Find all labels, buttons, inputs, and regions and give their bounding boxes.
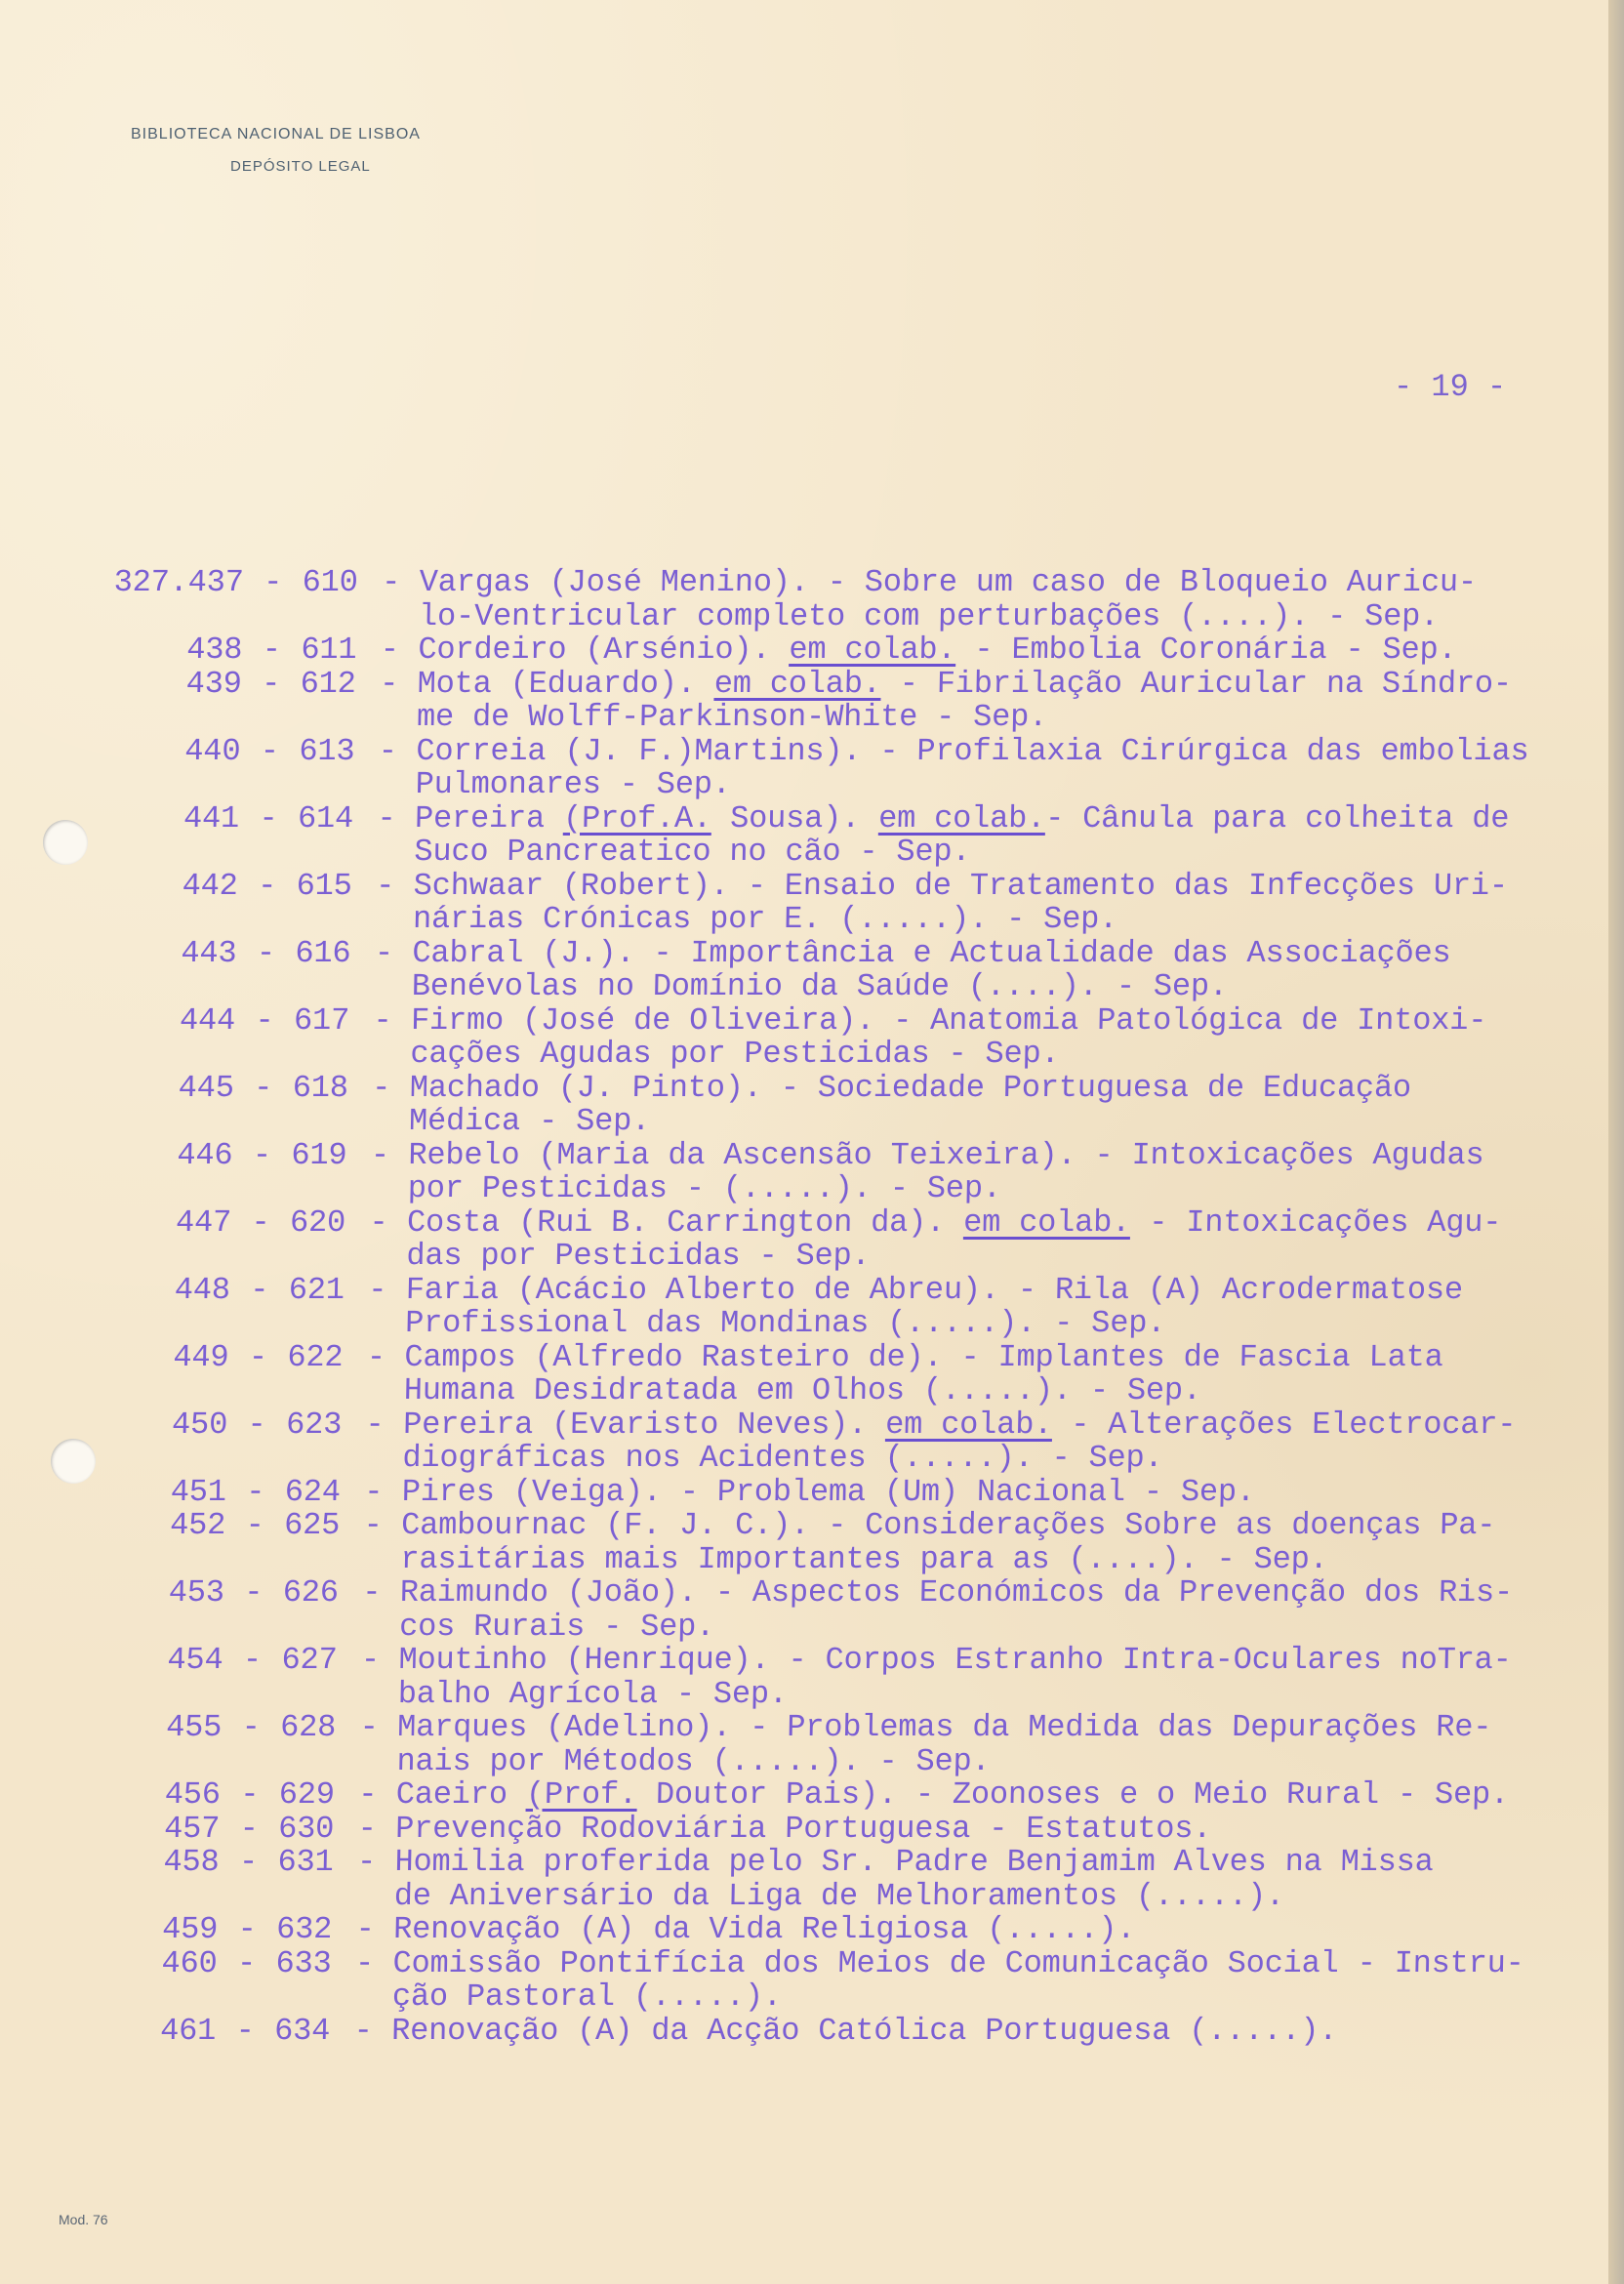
entry-text-line [418, 633, 1609, 668]
catalog-entry [0, 1069, 1601, 1139]
entry-sequence-number: 624 [284, 1473, 342, 1510]
separator-dash: - [363, 1507, 383, 1543]
catalog-entry [0, 799, 1605, 870]
text-segment: Pereira (Evaristo Neves). [402, 1406, 886, 1443]
separator-dash: - [380, 632, 400, 668]
entry-text-line [392, 1944, 1584, 1981]
entry-description [402, 1408, 1594, 1476]
catalog-entry [0, 1778, 1587, 1813]
separator-dash: - [259, 799, 278, 836]
entry-text-line [417, 665, 1608, 702]
separator-dash: - [248, 1338, 268, 1375]
catalog-entry [0, 1846, 1586, 1913]
entry-text-line [404, 1338, 1596, 1375]
separator-dash: - [353, 2012, 374, 2049]
entry-text-line [397, 1675, 1589, 1712]
text-segment: Cordeiro (Arsénio). [418, 632, 790, 668]
entry-sequence-number: 618 [292, 1069, 349, 1106]
entry-text-line [413, 867, 1604, 904]
separator-dash: - [378, 732, 398, 769]
text-segment: Prevenção Rodoviária Portuguesa - Estatutos. [394, 1810, 1212, 1847]
underlined-text: em colab. [713, 665, 882, 702]
separator-dash: - [251, 1203, 270, 1241]
text-segment: Mota (Eduardo). [417, 665, 715, 702]
form-code: Mod. 76 [59, 2212, 108, 2227]
separator-dash: - [239, 1776, 260, 1813]
entry-sequence-number: 615 [296, 867, 353, 904]
text-segment: - Intoxicações Agu- [1129, 1203, 1502, 1241]
entry-text-line [401, 1509, 1593, 1543]
separator-dash: - [355, 1911, 376, 1947]
entry-call-number: 456 [164, 1776, 222, 1813]
entry-description [419, 566, 1610, 633]
separator-dash: - [354, 1944, 375, 1981]
entry-text-line [415, 768, 1606, 802]
entry-sequence-number: 611 [301, 632, 357, 668]
entry-description [396, 1711, 1588, 1778]
entry-description [414, 799, 1605, 870]
separator-dash: - [357, 1810, 378, 1847]
separator-dash: - [360, 1642, 381, 1678]
text-segment: Faria (Acácio Alberto de Abreu). - Rila (A) Acrodermatose [405, 1271, 1464, 1308]
entry-text-line [394, 1846, 1586, 1880]
text-segment: Renovação (A) da Acção Católica Portuguesa (.....). [390, 2012, 1338, 2049]
entry-text-line [409, 1069, 1601, 1106]
text-segment: Profissional das Mondinas (.....). - Sep. [404, 1305, 1166, 1341]
catalog-entry [0, 1944, 1584, 2015]
catalog-entry [0, 1644, 1590, 1711]
separator-dash: - [253, 1069, 273, 1106]
entry-text-line [414, 799, 1606, 836]
text-segment: - Embolia Coronária - Sep. [955, 632, 1457, 668]
catalog-entry [0, 633, 1609, 668]
entry-sequence-number: 631 [277, 1844, 334, 1880]
underlined-text: (Prof. [525, 1776, 638, 1813]
separator-dash: - [243, 1574, 264, 1611]
entry-text-line [396, 1742, 1588, 1779]
entry-text-line [397, 1711, 1589, 1745]
separator-dash: - [238, 1844, 259, 1880]
entry-description [401, 1473, 1593, 1510]
catalog-entry [0, 1136, 1600, 1206]
entry-call-number: 454 [167, 1642, 223, 1678]
text-segment: rasitárias mais Importantes para as (....). - Sep. [400, 1540, 1328, 1577]
text-segment: Correia (J. F.)Martins). - Profilaxia Cirúrgica das embolias [416, 732, 1529, 769]
entry-description [391, 1944, 1584, 2015]
entry-text-line [395, 1778, 1587, 1813]
entry-description [404, 1271, 1597, 1341]
separator-dash: - [263, 564, 283, 600]
text-segment: Humana Desidratada em Olhos (.....). - Sep. [403, 1372, 1202, 1408]
entry-call-number: 445 [178, 1069, 235, 1106]
entry-description [403, 1338, 1595, 1408]
entry-text-line [412, 934, 1604, 971]
separator-dash: - [235, 2012, 256, 2049]
text-segment: cos Rurais - Sep. [398, 1608, 715, 1645]
entry-sequence-number: 626 [282, 1574, 340, 1611]
entry-description [395, 1778, 1587, 1813]
text-segment: Doutor Pais). - Zoonoses e o Meio Rural - Sep. [636, 1776, 1510, 1813]
text-segment: de Aniversário da Liga de Melhoramentos (.....). [393, 1877, 1285, 1914]
underlined-text: em colab. [884, 1406, 1053, 1443]
entry-call-number: 460 [161, 1944, 218, 1981]
catalog-entry [0, 1576, 1591, 1644]
text-segment: Sousa). [710, 799, 879, 836]
entry-description [397, 1644, 1589, 1711]
text-segment: Benévolas no Domínio da Saúde (....). - Sep. [411, 968, 1229, 1004]
entry-sequence-number: 627 [281, 1642, 338, 1678]
text-segment: Machado (J. Pinto). - Sociedade Portuguesa de Educação [409, 1069, 1412, 1106]
separator-dash: - [245, 1507, 264, 1543]
entry-text-line [393, 1877, 1586, 1914]
text-segment: nárias Crónicas por E. (.....). - Sep. [412, 901, 1118, 937]
catalog-entry [0, 1203, 1598, 1274]
text-segment: Renovação (A) da Vida Religiosa (.....). [392, 1911, 1136, 1947]
entry-text-line [403, 1408, 1595, 1443]
separator-dash: - [367, 1271, 387, 1308]
entry-call-number: 438 [185, 632, 243, 668]
entry-description [411, 934, 1603, 1004]
entry-call-number: 450 [171, 1406, 228, 1443]
entry-call-number: 441 [183, 799, 240, 836]
text-segment: Rebelo (Maria da Ascensão Teixeira). - Intoxicações Agudas [408, 1136, 1484, 1173]
separator-dash: - [249, 1271, 269, 1308]
catalog-entry [0, 867, 1604, 937]
separator-dash: - [371, 1069, 391, 1106]
separator-dash: - [257, 867, 277, 904]
separator-dash: - [356, 1844, 377, 1880]
catalog-entry [0, 1711, 1588, 1778]
entry-text-line [393, 1913, 1585, 1947]
text-segment: Vargas (José Menino). - Sobre um caso de Bloqueio Auricu- [419, 564, 1478, 600]
underlined-text: (Prof.A. [562, 799, 712, 836]
catalog-entry [0, 566, 1610, 633]
text-segment: Firmo (José de Oliveira). - Anatomia Patológica de Intoxi- [410, 1001, 1487, 1039]
catalog-entry [0, 1338, 1596, 1408]
entry-description [410, 1001, 1602, 1072]
separator-dash: - [237, 1911, 258, 1947]
text-segment: balho Agrícola - Sep. [397, 1675, 789, 1712]
catalog-entry [0, 2012, 1583, 2049]
page-edge [1608, 0, 1624, 2284]
separator-dash: - [236, 1944, 257, 1981]
entry-sequence-number: 622 [287, 1338, 344, 1375]
entry-text-line [410, 1038, 1602, 1072]
text-segment: cações Agudas por Pesticidas - Sep. [410, 1036, 1060, 1072]
entry-sequence-number: 629 [278, 1776, 336, 1813]
separator-dash: - [381, 564, 401, 600]
entry-sequence-number: 621 [288, 1271, 345, 1308]
entry-text-line [403, 1374, 1595, 1408]
separator-dash: - [361, 1574, 382, 1611]
text-segment: - Cânula para colheita de [1044, 799, 1510, 836]
catalog-entry [0, 1001, 1602, 1072]
separator-dash: - [369, 1203, 388, 1241]
separator-dash: - [370, 1136, 390, 1173]
text-segment: Cabral (J.). - Importância e Actualidade das Associações [412, 934, 1451, 971]
separator-dash: - [242, 1642, 263, 1678]
underlined-text: em colab. [962, 1203, 1131, 1241]
entry-sequence-number: 612 [300, 665, 357, 702]
text-segment: Campos (Alfredo Rasteiro de). - Implantes de Fascia Lata [404, 1338, 1443, 1375]
entry-text-line [413, 903, 1604, 937]
text-segment: Pires (Veiga). - Problema (Um) Nacional - Sep. [401, 1473, 1256, 1510]
entry-description [415, 732, 1606, 802]
catalog-entry [0, 934, 1604, 1004]
entry-sequence-number: 634 [273, 2012, 331, 2049]
entry-sequence-number: 623 [285, 1406, 343, 1443]
entry-sequence-number: 616 [295, 934, 351, 971]
catalog-entry-list [0, 566, 1610, 2048]
entry-text-line [406, 1203, 1599, 1241]
catalog-entry [0, 665, 1608, 735]
department-header: DEPÓSITO LEGAL [230, 158, 371, 175]
entry-text-line [398, 1608, 1591, 1645]
underlined-text: em colab. [789, 632, 956, 668]
entry-text-line [405, 1307, 1597, 1341]
entry-text-line [399, 1576, 1591, 1611]
page-number: - 19 - [1394, 369, 1507, 405]
entry-call-number: 442 [182, 867, 239, 904]
entry-call-number: 457 [163, 1810, 221, 1847]
entry-description [394, 1846, 1586, 1913]
entry-call-number: 449 [173, 1338, 229, 1375]
entry-sequence-number: 625 [283, 1507, 341, 1543]
entry-text-line [398, 1644, 1590, 1678]
institution-header: BIBLIOTECA NACIONAL DE LISBOA [131, 126, 421, 143]
text-segment: Pereira [414, 799, 564, 836]
entry-text-line [414, 836, 1605, 870]
text-segment: Caeiro [395, 1776, 527, 1813]
catalog-entry [0, 1473, 1593, 1510]
separator-dash: - [357, 1776, 378, 1813]
entry-sequence-number: 628 [279, 1709, 337, 1745]
entry-text-line [401, 1473, 1593, 1510]
text-segment: lo-Ventricular completo com perturbações (....). - Sep. [418, 597, 1440, 634]
entry-sequence-number: 610 [302, 564, 359, 600]
catalog-entry [0, 1408, 1594, 1476]
separator-dash: - [239, 1810, 260, 1847]
entry-call-number: 327.437 [113, 564, 245, 600]
entry-call-number: 448 [174, 1271, 231, 1308]
entry-text-line [417, 701, 1608, 735]
entry-description [399, 1576, 1591, 1644]
entry-sequence-number: 632 [275, 1911, 333, 1947]
entry-call-number: 440 [184, 732, 241, 769]
entry-call-number: 443 [181, 934, 237, 971]
text-segment: Cambournac (F. J. C.). - Considerações Sobre as doenças Pa- [400, 1507, 1496, 1543]
separator-dash: - [377, 799, 396, 836]
entry-sequence-number: 617 [293, 1001, 350, 1039]
entry-text-line [408, 1136, 1600, 1173]
entry-description [418, 633, 1609, 668]
text-segment: Pulmonares - Sep. [415, 766, 732, 802]
entry-sequence-number: 630 [277, 1810, 335, 1847]
entry-sequence-number: 633 [275, 1944, 332, 1981]
separator-dash: - [241, 1709, 262, 1745]
text-segment: Moutinho (Henrique). - Corpos Estranho Intra-Oculares noTra- [398, 1642, 1513, 1678]
entry-call-number: 451 [170, 1473, 227, 1510]
text-segment: Costa (Rui B. Carrington da). [406, 1203, 964, 1241]
entry-text-line [400, 1540, 1592, 1577]
entry-text-line [392, 1980, 1584, 2015]
separator-dash: - [365, 1406, 385, 1443]
separator-dash: - [359, 1709, 380, 1745]
entry-description [390, 2012, 1583, 2049]
text-segment: das por Pesticidas - Sep. [406, 1238, 871, 1274]
text-segment: Raimundo (João). - Aspectos Económicos da Prevenção dos Ris- [399, 1574, 1514, 1611]
text-segment: Marques (Adelino). - Problemas da Medida das Depurações Re- [396, 1709, 1492, 1745]
entry-call-number: 459 [161, 1911, 219, 1947]
entry-description [407, 1136, 1599, 1206]
entry-description [394, 1810, 1587, 1847]
entry-text-line [416, 732, 1607, 769]
text-segment: Médica - Sep. [408, 1103, 651, 1139]
entry-text-line [411, 970, 1603, 1004]
entry-call-number: 447 [175, 1203, 232, 1241]
entry-sequence-number: 614 [297, 799, 354, 836]
separator-dash: - [260, 732, 280, 769]
entry-text-line [394, 1810, 1587, 1847]
text-segment: Schwaar (Robert). - Ensaio de Tratamento das Infecções Uri- [413, 867, 1509, 904]
text-segment: Comissão Pontifícia dos Meios de Comunicação Social - Instru- [392, 1944, 1525, 1981]
entry-text-line [406, 1240, 1598, 1274]
underlined-text: em colab. [877, 799, 1046, 836]
entry-text-line [418, 597, 1610, 634]
entry-call-number: 446 [177, 1136, 233, 1173]
entry-text-line [419, 566, 1610, 600]
entry-description [406, 1203, 1598, 1274]
entry-call-number: 444 [179, 1001, 236, 1039]
catalog-entry [0, 1271, 1597, 1341]
entry-sequence-number: 620 [289, 1203, 346, 1241]
separator-dash: - [363, 1473, 384, 1510]
entry-sequence-number: 613 [299, 732, 355, 769]
catalog-entry [0, 1913, 1585, 1947]
entry-description [416, 665, 1608, 735]
separator-dash: - [245, 1473, 265, 1510]
entry-description [393, 1913, 1585, 1947]
entry-call-number: 439 [185, 665, 243, 702]
entry-call-number: 452 [169, 1507, 226, 1543]
text-segment: diográficas nos Acidentes (.....). - Sep. [402, 1440, 1163, 1476]
text-segment: ção Pastoral (.....). [391, 1978, 783, 2015]
separator-dash: - [252, 1136, 272, 1173]
entry-description [400, 1509, 1592, 1576]
entry-call-number: 455 [165, 1709, 223, 1745]
separator-dash: - [247, 1406, 266, 1443]
separator-dash: - [379, 665, 399, 702]
entry-text-line [402, 1442, 1594, 1476]
separator-dash: - [373, 1001, 392, 1039]
text-segment: me de Wolff-Parkinson-White - Sep. [416, 699, 1048, 735]
separator-dash: - [261, 665, 281, 702]
entry-call-number: 458 [163, 1844, 220, 1880]
entry-text-line [410, 1001, 1603, 1039]
entry-text-line [407, 1172, 1599, 1206]
catalog-entry [0, 732, 1607, 802]
catalog-entry [0, 1810, 1586, 1847]
catalog-entry [0, 1509, 1592, 1576]
entry-description [412, 867, 1604, 937]
separator-dash: - [375, 867, 395, 904]
text-segment: por Pesticidas - (.....). - Sep. [407, 1170, 1002, 1206]
text-segment: Homilia proferida pelo Sr. Padre Benjamim Alves na Missa [394, 1844, 1435, 1880]
entry-call-number: 453 [168, 1574, 225, 1611]
separator-dash: - [374, 934, 394, 971]
separator-dash: - [262, 632, 282, 668]
separator-dash: - [255, 1001, 274, 1039]
entry-text-line [390, 2012, 1583, 2049]
entry-call-number: 461 [159, 2012, 217, 2049]
entry-text-line [409, 1105, 1601, 1139]
entry-description [408, 1069, 1601, 1139]
text-segment: - Alterações Electrocar- [1051, 1406, 1517, 1443]
entry-sequence-number: 619 [291, 1136, 347, 1173]
text-segment: - Fibrilação Auricular na Síndro- [880, 665, 1513, 702]
separator-dash: - [366, 1338, 386, 1375]
text-segment: nais por Métodos (.....). - Sep. [396, 1742, 991, 1779]
entry-text-line [405, 1271, 1597, 1308]
text-segment: Suco Pancreatico no cão - Sep. [414, 834, 971, 870]
separator-dash: - [256, 934, 276, 971]
